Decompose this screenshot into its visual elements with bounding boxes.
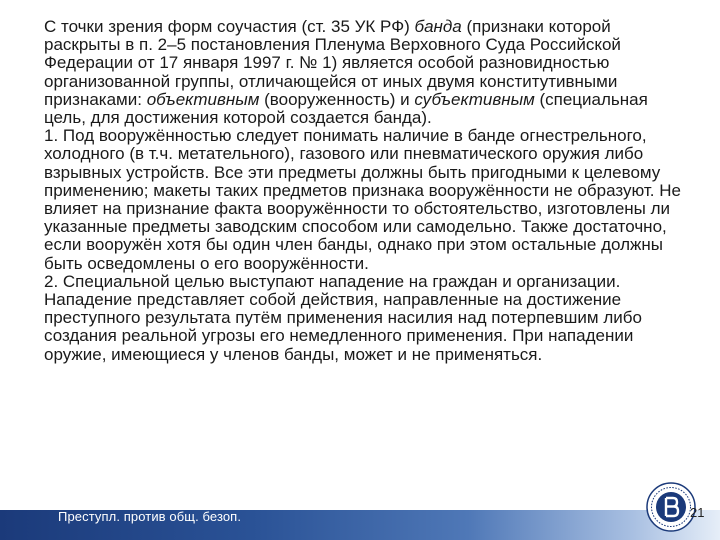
term-objective: объективным <box>146 89 260 109</box>
intro-text-4: (специальная цель, для достижения которой создается банда). <box>44 89 648 128</box>
intro-text-1: С точки зрения форм соучастия (ст. 35 УК РФ) <box>44 17 415 36</box>
slide-body <box>44 18 684 364</box>
paragraph-intro <box>44 18 684 127</box>
term-subjective: субъективным <box>414 89 535 109</box>
hse-logo-icon <box>646 482 696 532</box>
intro-text-2: (признаки которой раскрыты в п. 2–5 постановления Пленума Верховного Суда Российской Федерации от 17 января 1997 г. № 1) является особой разновидностью организованной группы, отличающейся от иных двумя конститутивными признаками: <box>44 17 621 109</box>
term-banda: банда <box>414 17 462 36</box>
paragraph-purpose: 2. Специальной целью выступают нападение на граждан и организации. Нападение представляет собой действия, направленные на достижение преступного результата путём применения насилия над потерпевшим либо создания реальной угрозы его немедленного применения. При нападении оружие, имеющиеся у членов банды, может и не применяться. <box>44 271 642 364</box>
page-number: 21 <box>690 505 705 520</box>
paragraph-armament: 1. Под вооружённостью следует понимать наличие в банде огнестрельного, холодного (в т.ч. метательного), газового или пневматического оружия либо взрывных устройств. Все эти предметы должны быть пригодными к целевому применению; макеты таких предметов признака вооружённости не образуют. Не влияет на признание факта вооружённости то обстоятельство, изготовлены ли указанные предметы заводским способом или самодельно. Также достаточно, если вооружён хотя бы один член банды, однако при этом остальные должны быть осведомлены о его вооружённости. <box>44 126 681 273</box>
intro-text-3: (вооруженность) и <box>259 89 415 109</box>
footer-title: Преступл. против общ. безоп. <box>58 509 242 524</box>
